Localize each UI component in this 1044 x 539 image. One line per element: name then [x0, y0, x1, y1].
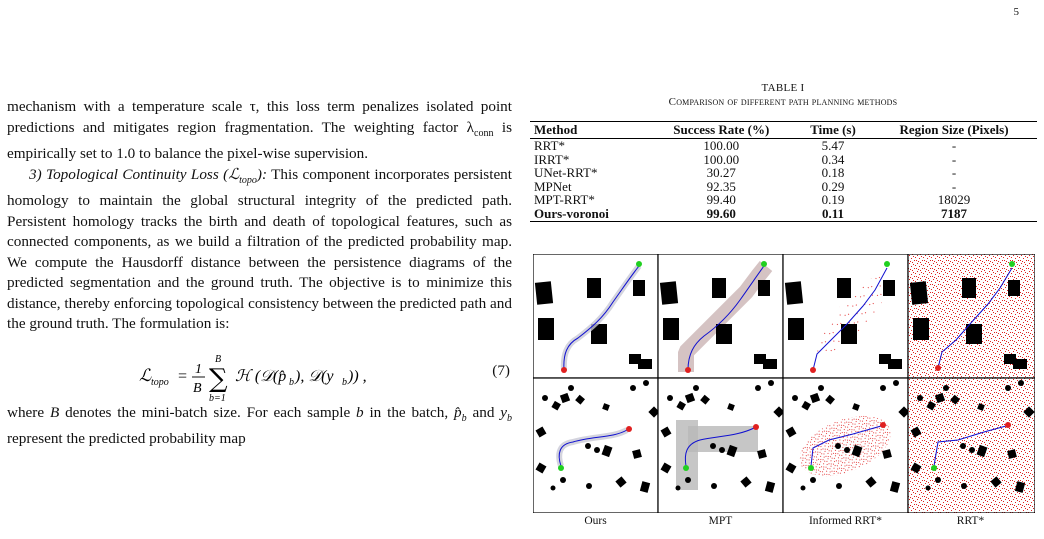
conn-subscript: conn: [474, 127, 494, 139]
header-region-size: Region Size (Pixels): [871, 122, 1037, 139]
svg-text:b=1: b=1: [209, 392, 226, 403]
caption-ours: Ours: [584, 515, 607, 527]
y-b: $y_b$: [500, 403, 512, 424]
cell-method: UNet-RRT*: [534, 165, 598, 181]
p3e: represent the predicted probability map: [7, 430, 246, 448]
header-success-rate: Success Rate (%): [648, 122, 796, 139]
cell-method: Ours-voronoi: [530, 207, 648, 221]
svg-text:B: B: [193, 380, 202, 396]
para1-text: mechanism with a temperature scale τ, this loss term penalizes isolated point predictions and mitigates region fragmentation. The weighting factor λ: [7, 98, 512, 136]
p3b: denotes the mini-batch size. For each sample: [59, 403, 357, 421]
cell-region: -: [951, 178, 957, 194]
table-header-row: [530, 122, 1037, 139]
cell-region: -: [951, 165, 957, 181]
cell-method: MPNet: [534, 178, 572, 194]
cell-time: 0.18: [821, 165, 845, 181]
svg-text:ℒ: ℒ: [139, 365, 152, 385]
para2-text: This component incorporates persistent homology to maintain the global structural integrity of the predicted path. Persistent homology tracks the birth and death of topological features, such as connected components, as we build a filtration of the predicted probability map. We compute the Hausdorff distance between the persistence diagrams of the predicted segmentation and the ground truth. The objective is to minimize this distance, thereby enforcing topological consistency between the predicted path and the ground truth. The formulation is:: [7, 165, 512, 333]
table-row: [530, 166, 1037, 180]
svg-text:1: 1: [195, 361, 202, 377]
page-number: 5: [1013, 6, 1019, 18]
cell-time: 0.19: [821, 192, 845, 208]
caption-mpt: MPT: [708, 515, 733, 527]
panel-informed-top: [783, 254, 908, 378]
p3-bvar: b: [356, 403, 364, 421]
p3d: and: [466, 403, 501, 421]
paragraph-3: [7, 403, 512, 450]
svg-text:topo: topo: [151, 376, 169, 388]
cell-method: MPT-RRT*: [534, 192, 595, 208]
cell-success: 100.00: [703, 138, 740, 153]
cell-success: 30.27: [706, 165, 736, 181]
table-row: [530, 180, 1037, 194]
heading-sub: topo: [239, 174, 257, 186]
svg-text:∑: ∑: [209, 363, 228, 394]
equation-number: (7): [492, 361, 510, 379]
p3c: in the batch,: [363, 403, 455, 421]
svg-text:B: B: [215, 353, 222, 365]
cell-success: 99.60: [648, 207, 796, 221]
paragraph-1: [7, 97, 512, 165]
panel-informed-bottom: [783, 378, 910, 513]
header-time: Time (s): [795, 122, 871, 139]
p-hat-b: $p̂_b$: [454, 403, 467, 424]
table-title: TABLE I: [761, 82, 805, 94]
cell-region: -: [951, 151, 957, 167]
caption-informed-rrt: Informed RRT*: [808, 515, 883, 527]
caption-rrt: RRT*: [956, 515, 985, 527]
cell-region: -: [951, 138, 957, 153]
svg-text:ℋ (𝒟(p̂: ℋ (𝒟(p̂: [235, 367, 287, 385]
table-row: [530, 193, 1037, 207]
p3a: where: [7, 403, 50, 421]
panel-ours-bottom: [533, 378, 660, 513]
paragraph-2: [7, 165, 512, 335]
equation-7: [7, 343, 512, 403]
panel-ours-top: [533, 254, 658, 378]
svg-text:b: b: [342, 376, 347, 388]
table-row: [530, 139, 1037, 153]
cell-time: 0.29: [821, 178, 845, 194]
heading-end: ):: [256, 165, 268, 183]
para1-end: is empirically set to 1.0 to balance the pixel-wise supervision.: [7, 118, 512, 163]
svg-text:=: =: [177, 367, 188, 385]
cell-time: 0.11: [795, 207, 871, 221]
header-method: Method: [530, 122, 648, 139]
cell-region: 7187: [871, 207, 1037, 221]
cell-success: 100.00: [703, 151, 740, 167]
equation-body: [139, 351, 379, 410]
comparison-table: [530, 121, 1037, 222]
svg-text:b: b: [289, 376, 294, 388]
cell-region: 18029: [937, 192, 971, 208]
table-row: [530, 153, 1037, 167]
svg-text:), 𝒟(y: ), 𝒟(y: [295, 367, 334, 385]
cell-method: IRRT*: [534, 151, 570, 167]
table-row: [530, 207, 1037, 221]
panel-rrt-bottom: [908, 378, 1035, 513]
svg-text:)) ,: )) ,: [348, 367, 367, 385]
table-caption: Comparison of different path planning methods: [668, 96, 898, 108]
section-heading: [29, 165, 268, 186]
cell-success: 92.35: [706, 178, 736, 194]
heading-symbol: ℒ: [228, 165, 240, 183]
cell-success: 99.40: [706, 192, 736, 208]
p3-B: B: [49, 403, 60, 421]
panel-mpt-bottom: [658, 378, 785, 513]
left-column: [7, 97, 512, 450]
cell-time: 5.47: [821, 138, 845, 153]
path-planning-figure: [533, 254, 1035, 513]
equation-svg: [139, 351, 379, 403]
cell-time: 0.34: [821, 151, 845, 167]
cell-method: RRT*: [534, 138, 566, 153]
panel-mpt-top: [658, 254, 783, 378]
heading-text: 3) Topological Continuity Loss (: [29, 165, 229, 183]
panel-rrt-top: [908, 254, 1035, 378]
